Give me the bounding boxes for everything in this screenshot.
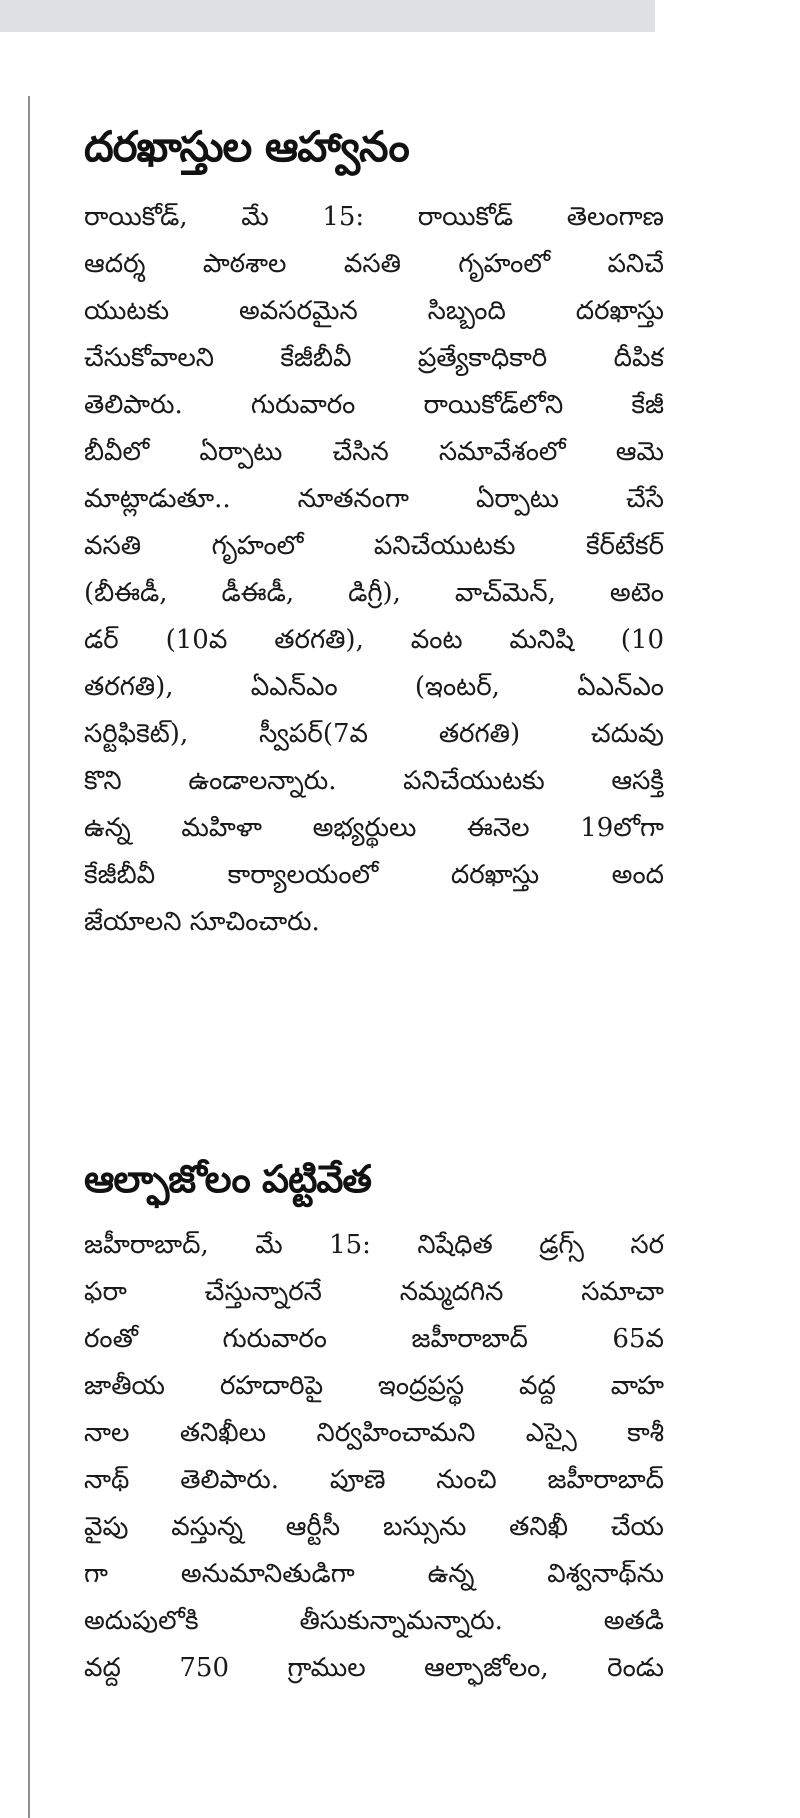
body-line: కేజీబీవీ కార్యాలయంలో దరఖాస్తు అంద (84, 860, 664, 890)
top-gray-strip (0, 0, 655, 32)
body-line: చేసుకోవాలని కేజీబీవీ ప్రత్యేకాధికారి దీపిక (84, 343, 664, 373)
body-line: మాట్లాడుతూ.. నూతనంగా ఏర్పాటు చేసే (84, 484, 664, 514)
body-line: గా అనుమానితుడిగా ఉన్న విశ్వనాథ్‌ను (84, 1559, 664, 1589)
body-line: నాథ్ తెలిపారు. పూణె నుంచి జహీరాబాద్ (84, 1465, 664, 1495)
article-body (84, 1222, 664, 1692)
body-line: డర్ (10వ తరగతి), వంట మనిషి (10 (84, 625, 664, 655)
body-line: రాయికోడ్, మే 15: రాయికోడ్ తెలంగాణ (84, 202, 664, 232)
article-applications-invited (84, 118, 664, 946)
body-line: తెలిపారు. గురువారం రాయికోడ్‌లోని కేజీ (84, 390, 664, 420)
body-line: బీవీలో ఏర్పాటు చేసిన సమావేశంలో ఆమె (84, 437, 664, 467)
body-line: జేయాలని సూచించారు. (84, 907, 320, 937)
article-body (84, 194, 664, 946)
body-line: వద్ద 750 గ్రాముల ఆల్ఫాజోలం, రెండు (84, 1653, 664, 1683)
body-line: జహీరాబాద్, మే 15: నిషేధిత డ్రగ్స్ సర (84, 1230, 664, 1260)
column-rule (28, 96, 30, 1818)
body-line: ఫరా చేస్తున్నారనే నమ్మదగిన సమాచా (84, 1277, 664, 1307)
article-alprazolam-seized (84, 1150, 664, 1692)
body-line: అదుపులోకి తీసుకున్నామన్నారు. అతడి (84, 1606, 664, 1636)
body-line: కొని ఉండాలన్నారు. పనిచేయుటకు ఆసక్తి (84, 766, 664, 796)
body-line: ఉన్న మహిళా అభ్యర్థులు ఈనెల 19లోగా (84, 813, 664, 843)
body-line: ఆదర్శ పాఠశాల వసతి గృహంలో పనిచే (84, 249, 664, 279)
body-line: వసతి గృహంలో పనిచేయుటకు కేర్‌టేకర్ (84, 531, 664, 561)
body-line: రంతో గురువారం జహీరాబాద్ 65వ (84, 1324, 664, 1354)
body-line: జాతీయ రహదారిపై ఇంద్రప్రస్థ వద్ద వాహ (84, 1371, 664, 1401)
body-line: వైపు వస్తున్న ఆర్టీసీ బస్సును తనిఖీ చేయ (84, 1512, 664, 1542)
body-line: తరగతి), ఏఎన్ఎం (ఇంటర్, ఏఎన్ఎం (84, 672, 664, 702)
article-headline: దరఖాస్తుల ఆహ్వానం (84, 122, 409, 171)
body-line: సర్టిఫికెట్), స్వీపర్(7వ తరగతి) చదువు (84, 719, 664, 749)
article-headline: ఆల్ఫాజోలం పట్టివేత (84, 1157, 371, 1201)
body-line: నాల తనిఖీలు నిర్వహించామని ఎస్సై కాశీ (84, 1418, 664, 1448)
body-line: (బీఈడీ, డీఈడీ, డిగ్రీ), వాచ్‌మెన్, అటెం (84, 578, 664, 608)
body-line: యుటకు అవసరమైన సిబ్బంది దరఖాస్తు (84, 296, 664, 326)
